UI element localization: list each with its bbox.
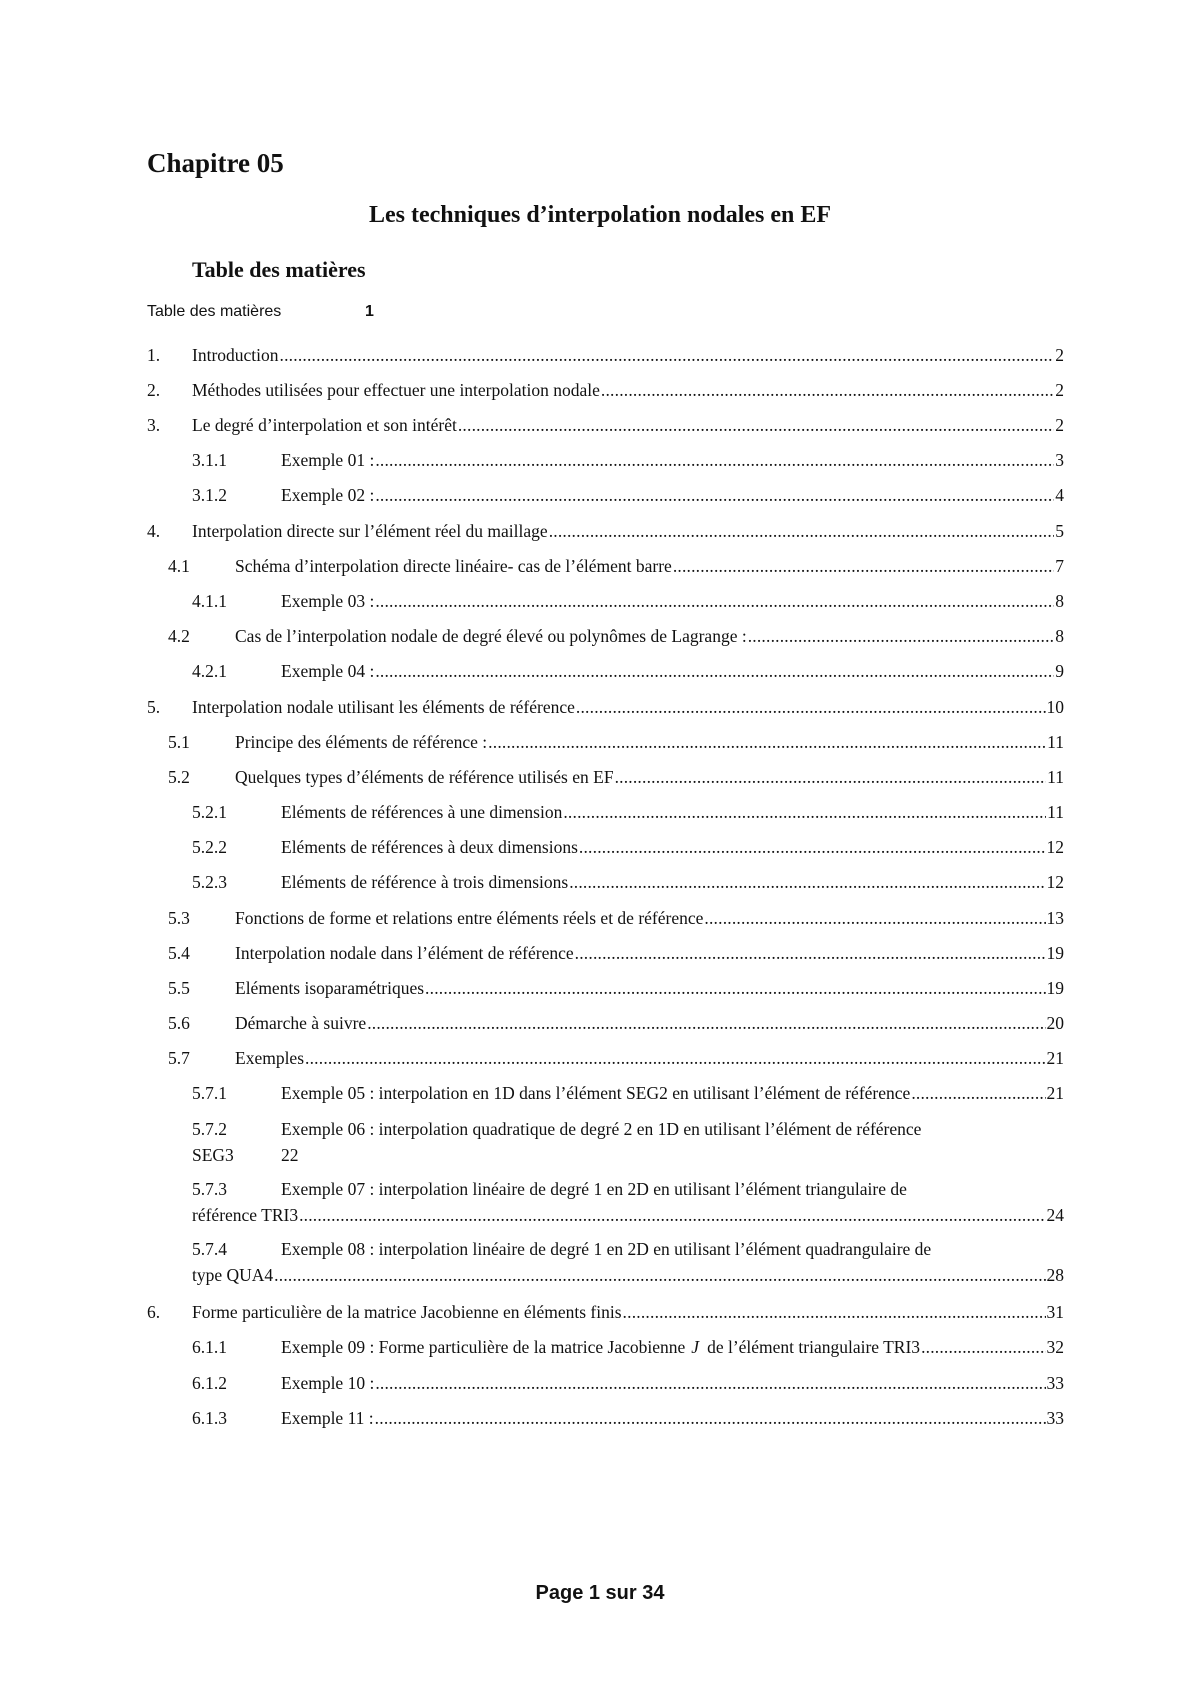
toc-entry-text: Exemple 07 : interpolation linéaire de degré 1 en 2D en utilisant l’élément triangulaire de [281,1179,907,1199]
toc-entry-page: 31 [1046,1302,1064,1322]
toc-entry-number: 5.7 [168,1048,190,1068]
toc-entry[interactable] [147,1300,1064,1324]
toc-entry[interactable] [192,800,1064,824]
toc-entry-number: 1. [147,345,161,365]
toc-entry[interactable] [168,624,1064,648]
toc-entry[interactable] [147,378,1064,402]
toc-entry[interactable] [192,1335,1064,1359]
toc-entry-text-continued: type QUA4 [192,1265,274,1285]
toc-entry-text: Exemple 08 : interpolation linéaire de degré 1 en 2D en utilisant l’élément quadrangulaire de [281,1239,932,1259]
toc-entry-text: Exemple 10 : [281,1373,375,1393]
toc-entry-number: 5.2.1 [192,802,227,822]
toc-entry-page: 28 [1046,1265,1064,1285]
toc-entry-page: 13 [1046,908,1064,928]
toc-entry-page: 11 [1047,802,1064,822]
toc-entry[interactable] [192,870,1064,894]
toc-entry[interactable] [192,1406,1064,1430]
toc-leader-dots [921,1335,1045,1359]
toc-entry-page: 24 [1046,1205,1064,1225]
toc-leader-dots [601,378,1054,402]
toc-entry[interactable] [192,448,1064,472]
toc-self-page: 1 [365,303,374,320]
toc-leader-dots [375,589,1054,613]
toc-leader-dots [375,659,1054,683]
toc-entry-text: Eléments de références à deux dimensions [281,837,578,857]
toc-entry-page: 3 [1055,450,1064,470]
toc-entry-page: 12 [1046,872,1064,892]
toc-entry-page: 2 [1055,380,1064,400]
toc-entry[interactable] [168,765,1064,789]
toc-entry-text: Eléments de référence à trois dimensions [281,872,569,892]
toc-entry[interactable] [168,1046,1064,1070]
toc-entry-number: 4.2.1 [192,661,227,681]
toc-entry[interactable] [168,730,1064,754]
toc-entry-number: 5.7.1 [192,1083,227,1103]
toc-entry-text: Principe des éléments de référence : [235,732,488,752]
toc-leader-dots [458,413,1054,437]
toc-entry-number: 5.1 [168,732,190,752]
toc-entry-page: 21 [1046,1083,1064,1103]
toc-entry-number: 2. [147,380,161,400]
toc-entry-number: 4.1.1 [192,591,227,611]
toc-entry-number: 4. [147,521,161,541]
toc-leader-dots [575,941,1046,965]
toc-entry-text: Exemple 02 : [281,485,375,505]
toc-entry-number: 5.4 [168,943,190,963]
toc-entry-text: Forme particulière de la matrice Jacobienne en éléments finis [192,1302,622,1322]
toc-entry[interactable] [168,1011,1064,1035]
toc-entry-number: 5.3 [168,908,190,928]
toc-entry-number: 6. [147,1302,161,1322]
toc-entry-page: 32 [1046,1337,1064,1357]
toc-leader-dots [274,1262,1045,1288]
toc-entry-text: Eléments de références à une dimension [281,802,563,822]
toc-entry-number: 5. [147,697,161,717]
toc-entry-text-continued: SEG3 [192,1145,234,1165]
toc-entry-text: Exemple 11 : [281,1408,374,1428]
toc-entry-page: 8 [1055,626,1064,646]
toc-entry-text-after: de l’élément triangulaire TRI3 [707,1337,921,1357]
toc-entry[interactable] [168,554,1064,578]
toc-entry-text-continued: référence TRI3 [192,1205,299,1225]
toc-entry-page: 22 [281,1145,299,1165]
toc-leader-dots [375,1371,1045,1395]
toc-leader-dots [375,1406,1046,1430]
toc-entry-page: 19 [1046,978,1064,998]
toc-entry-page: 20 [1046,1013,1064,1033]
toc-entry[interactable] [147,695,1064,719]
toc-leader-dots [579,835,1046,859]
toc-entry-text: Interpolation nodale dans l’élément de référence [235,943,574,963]
toc-entry-page: 5 [1055,521,1064,541]
jacobian-symbol: J [691,1337,700,1357]
toc-entry-number: 3. [147,415,161,435]
toc-entry[interactable] [147,343,1064,367]
toc-entry-number: 5.2 [168,767,190,787]
toc-entry[interactable] [147,413,1064,437]
toc-leader-dots [425,976,1045,1000]
toc-entry[interactable] [192,483,1064,507]
toc-entry-text: Schéma d’interpolation directe linéaire- cas de l’élément barre [235,556,672,576]
toc-entry-number: 5.7.4 [192,1239,227,1259]
toc-entry-text: Eléments isoparamétriques [235,978,425,998]
toc-entry-page: 33 [1046,1373,1064,1393]
toc-entry-text: Démarche à suivre [235,1013,367,1033]
toc-leader-dots [623,1300,1046,1324]
toc-entry[interactable] [147,519,1064,543]
toc-entry-number: 6.1.3 [192,1408,227,1428]
toc-entry-page: 11 [1047,732,1064,752]
toc-entry-number: 4.1 [168,556,190,576]
toc-entry-number: 5.5 [168,978,190,998]
toc-entry-page: 10 [1046,697,1064,717]
toc-entry-page: 2 [1055,415,1064,435]
toc-leader-dots [375,483,1054,507]
toc-entry-page: 8 [1055,591,1064,611]
toc-entry-page: 12 [1046,837,1064,857]
toc-entry-text: Méthodes utilisées pour effectuer une interpolation nodale [192,380,600,400]
toc-entry-page: 11 [1047,767,1064,787]
toc-entry-page: 4 [1055,485,1064,505]
toc-entry[interactable] [192,1116,1064,1166]
toc-entry-text: Fonctions de forme et relations entre éléments réels et de référence [235,908,704,928]
page-footer: Page 1 sur 34 [535,1582,665,1604]
toc-leader-dots [299,1202,1045,1228]
toc-entry-text: Exemple 05 : interpolation en 1D dans l’élément SEG2 en utilisant l’élément de référence [281,1083,911,1103]
toc-entry-text: Quelques types d’éléments de référence utilisés en EF [235,767,614,787]
toc-entry-number: 5.6 [168,1013,190,1033]
toc-entry-text: Exemple 01 : [281,450,375,470]
toc-entry-text: Introduction [192,345,279,365]
toc-entry-text: Cas de l’interpolation nodale de degré élevé ou polynômes de Lagrange : [235,626,747,646]
toc-entry-number: 6.1.2 [192,1373,227,1393]
toc-entry-number: 5.2.3 [192,872,227,892]
toc-entry-page: 33 [1046,1408,1064,1428]
toc-entry-number: 3.1.1 [192,450,227,470]
toc-entry-page: 21 [1046,1048,1064,1068]
toc-self-label: Table des matières [147,303,282,320]
toc-entry[interactable] [168,976,1064,1000]
toc-leader-dots [488,730,1046,754]
toc-entry-page: 9 [1055,661,1064,681]
toc-entry[interactable] [192,1236,1064,1286]
toc-leader-dots [911,1081,1045,1105]
toc-leader-dots [375,448,1054,472]
toc-leader-dots [569,870,1045,894]
toc-entry-text: Interpolation nodale utilisant les éléments de référence [192,697,575,717]
toc-entry-number: 3.1.2 [192,485,227,505]
toc-entry-text: Exemple 09 : Forme particulière de la matrice Jacobienne [281,1337,686,1357]
toc-entry-number: 5.2.2 [192,837,227,857]
toc-entry-number: 6.1.1 [192,1337,227,1357]
toc-entry-text: Exemple 06 : interpolation quadratique de degré 2 en 1D en utilisant l’élément de référence [281,1119,922,1139]
toc-heading: Table des matières [192,257,366,282]
toc-leader-dots [615,765,1047,789]
chapter-label: Chapitre 05 [147,148,284,178]
toc-entry-text: Exemples [235,1048,305,1068]
toc-entry-page: 19 [1046,943,1064,963]
toc-entry[interactable] [192,659,1064,683]
toc-leader-dots [280,343,1055,367]
toc-leader-dots [305,1046,1045,1070]
toc-entry-text: Interpolation directe sur l’élément réel du maillage [192,521,548,541]
toc-entry-page: 2 [1055,345,1064,365]
toc-leader-dots [367,1011,1045,1035]
toc-entry[interactable] [192,589,1064,613]
toc-entry[interactable] [168,941,1064,965]
toc-entry[interactable] [192,1081,1064,1105]
document-title: Les techniques d’interpolation nodales en EF [368,202,832,228]
toc-entry-text: Exemple 04 : [281,661,375,681]
toc-entry-text: Le degré d’interpolation et son intérêt [192,415,457,435]
toc-entry-number: 5.7.3 [192,1179,227,1199]
toc-entry[interactable] [192,1176,1064,1226]
toc-entry-page: 7 [1055,556,1064,576]
toc-leader-dots [576,695,1046,719]
toc-leader-dots [704,906,1045,930]
toc-entry-number: 4.2 [168,626,190,646]
toc-entry-text: Exemple 03 : [281,591,375,611]
toc-entry-number: 5.7.2 [192,1119,227,1139]
toc-leader-dots [563,800,1046,824]
toc-self-entry[interactable] [147,302,374,322]
toc-entry[interactable] [192,835,1064,859]
toc-leader-dots [673,554,1054,578]
toc-entry[interactable] [192,1371,1064,1395]
toc-leader-dots [748,624,1055,648]
toc-leader-dots [549,519,1055,543]
toc-entry[interactable] [168,906,1064,930]
